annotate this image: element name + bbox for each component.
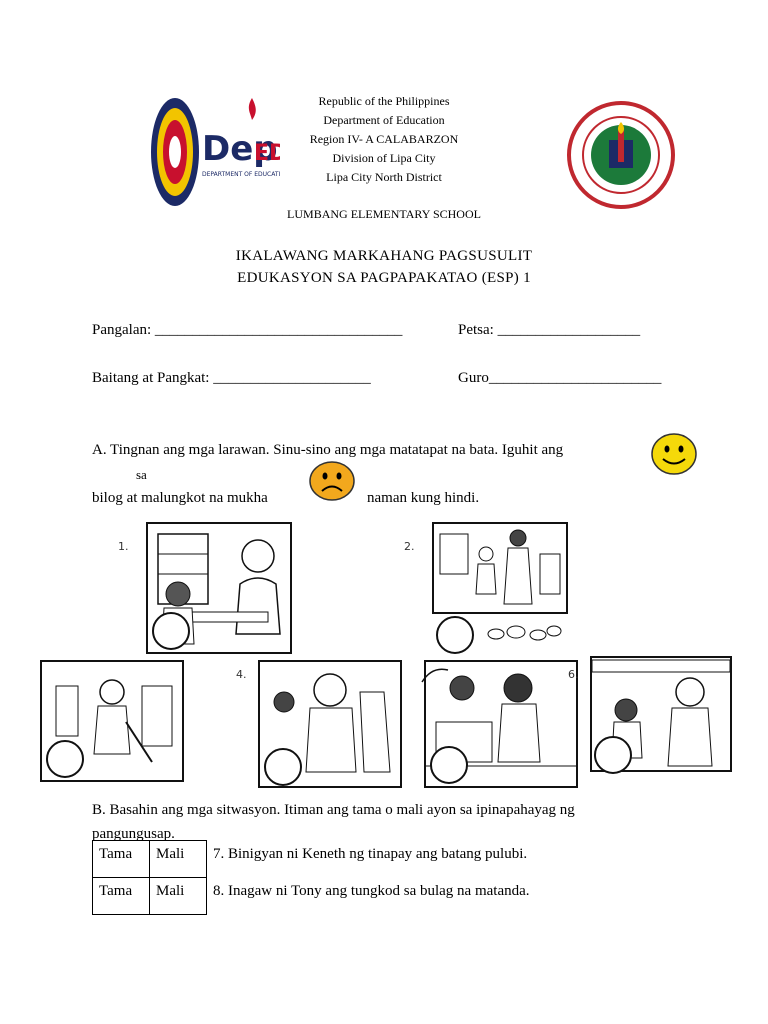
section-b-instruction-line2: pangungusap. [92, 826, 175, 842]
svg-text:ED: ED [254, 141, 280, 166]
section-a-instruction: A. Tingnan ang mga larawan. Sinu-sino ang mga matatapat na bata. Iguhit ang [92, 442, 564, 458]
picture-panel-2 [432, 522, 568, 614]
school-name: LUMBANG ELEMENTARY SCHOOL [287, 207, 481, 221]
section-b-instruction: B. Basahin ang mga sitwasyon. Itiman ang tama o mali ayon sa ipinapahayag ng [92, 802, 575, 818]
teacher-field[interactable]: Guro_______________________ [458, 370, 662, 386]
svg-text:DEPARTMENT OF EDUCATION: DEPARTMENT OF EDUCAT [202, 171, 279, 178]
answer-circle-6[interactable] [594, 736, 632, 774]
mali-option-8[interactable]: Mali [150, 878, 207, 915]
panel-number-6: 6. [568, 668, 579, 681]
mali-option-7[interactable]: Mali [150, 841, 207, 878]
answer-circle-3[interactable] [46, 740, 84, 778]
section-a-instruction-line2: bilog at malungkot na mukha [92, 490, 268, 506]
grade-section-field[interactable]: Baitang at Pangkat: _____________________ [92, 370, 371, 386]
header-line-division: Division of Lipa City [332, 151, 436, 165]
header-line-department: Department of Education [323, 113, 445, 127]
header-line-district: Lipa City North District [326, 170, 442, 184]
tama-option-7[interactable]: Tama [93, 841, 150, 878]
statement-8: 8. Inagaw ni Tony ang tungkod sa bulag na matanda. [213, 882, 530, 899]
tama-option-8[interactable]: Tama [93, 878, 150, 915]
statement-7: 7. Binigyan ni Keneth ng tinapay ang batang pulubi. [213, 845, 528, 862]
true-false-table [92, 840, 536, 915]
smiley-face-icon [650, 432, 698, 476]
answer-circle-2[interactable] [436, 616, 474, 654]
table-row [93, 878, 536, 915]
exam-title: IKALAWANG MARKAHANG PAGSUSULIT [235, 248, 533, 264]
section-a-sa: sa [136, 467, 147, 482]
answer-circle-5[interactable] [430, 746, 468, 784]
date-field[interactable]: Petsa: ___________________ [458, 322, 641, 338]
table-row [93, 841, 536, 878]
panel-number-1: 1. [118, 540, 129, 553]
panel-number-2: 2. [404, 540, 415, 553]
panel-2-debris [486, 620, 564, 644]
answer-circle-1[interactable] [152, 612, 190, 650]
sad-face-icon [308, 460, 356, 502]
deped-wordmark: Dep [202, 129, 278, 169]
subject-title: EDUKASYON SA PAGPAPAKATAO (ESP) 1 [237, 270, 531, 286]
header-line-region: Region IV- A CALABARZON [309, 132, 459, 146]
panel-number-4: 4. [236, 668, 247, 681]
header-line-republic: Republic of the Philippines [318, 94, 450, 108]
section-a-instruction-end: naman kung hindi. [367, 490, 480, 506]
panel-5-corner-mark [420, 664, 450, 684]
answer-circle-4[interactable] [264, 748, 302, 786]
name-field[interactable]: Pangalan: _________________________________ [92, 322, 403, 338]
